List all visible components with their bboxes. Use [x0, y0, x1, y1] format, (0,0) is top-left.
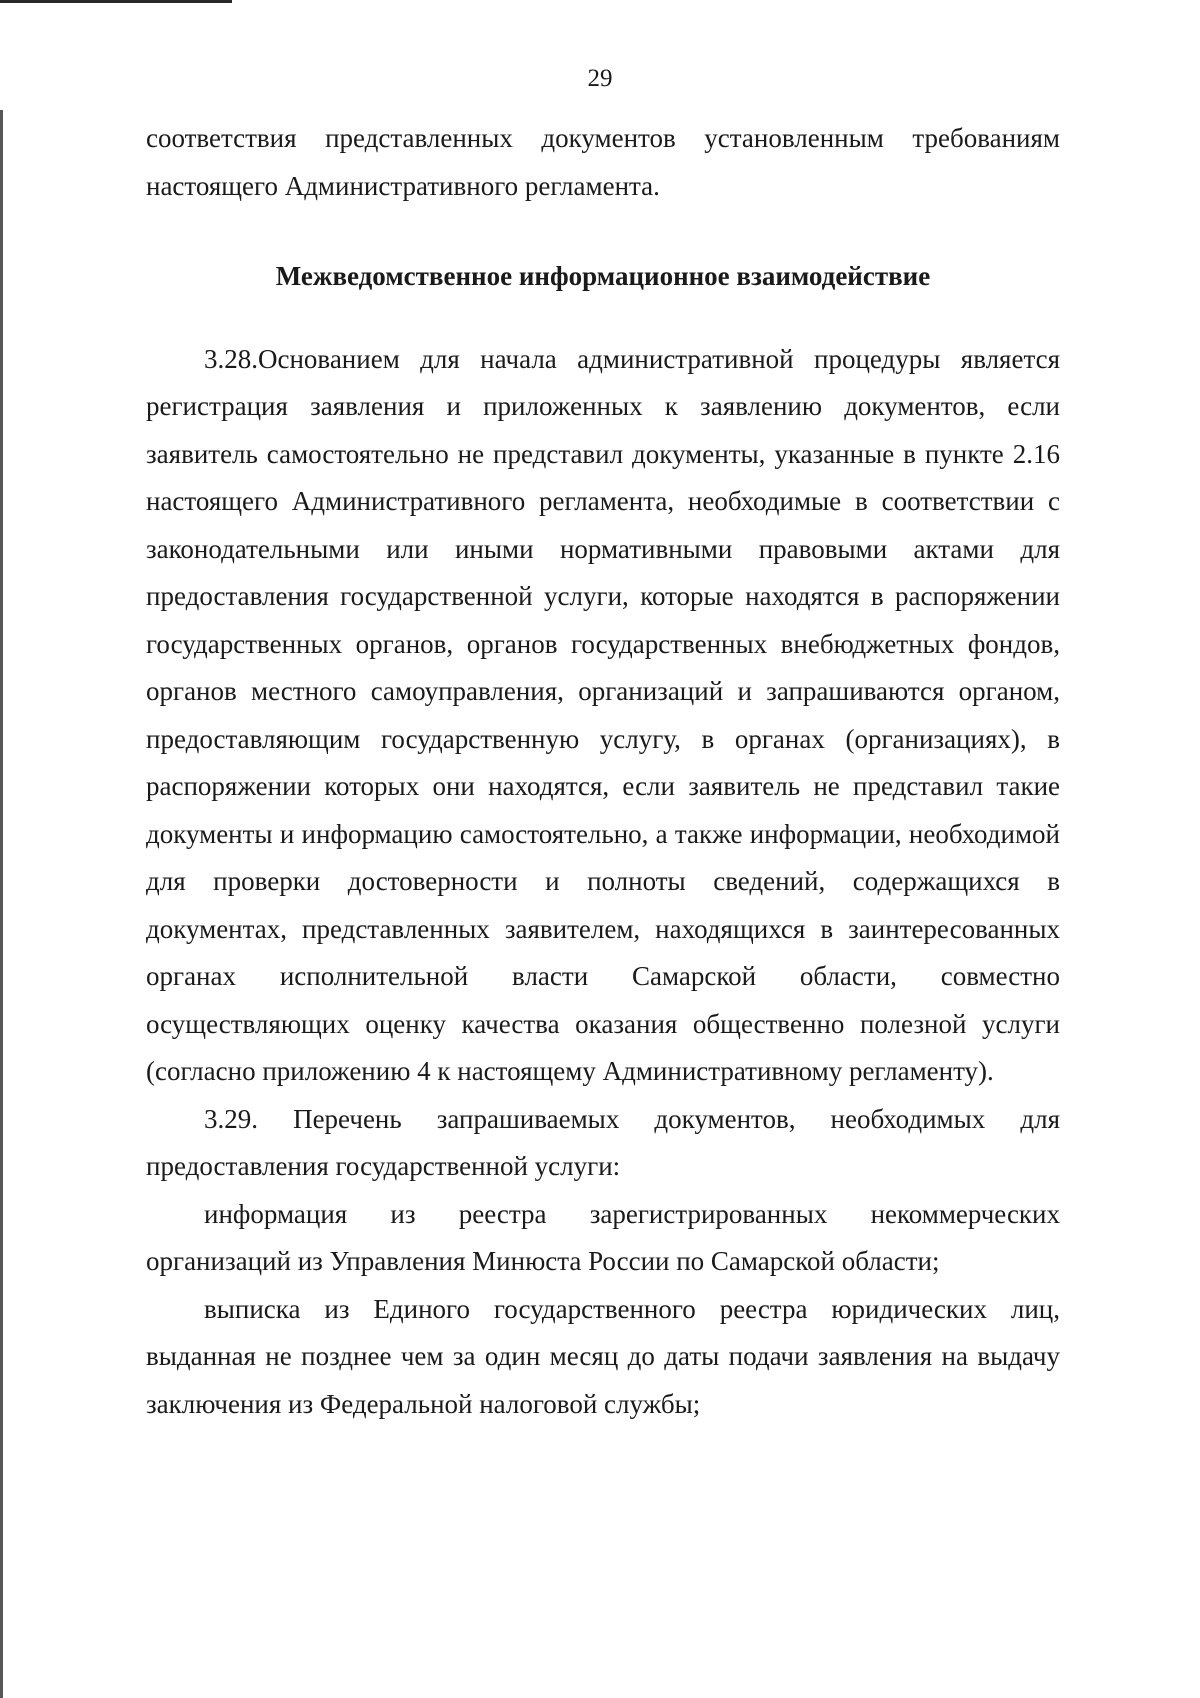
list-item-egrul-extract: выписка из Единого государственного реестра юридических лиц, выданная не позднее чем за один месяц до даты подачи заявления на выдачу заключения из Федеральной налоговой службы; — [146, 1293, 1060, 1419]
paragraph-3-28: 3.28.Основанием для начала административной процедуры является регистрация заявления и приложенных к заявлению документов, если заявитель самостоятельно не представил документы, указанные в пункте 2.16 настоящего Административного регламента, необходимые в соответствии с законодательными или иными нормативными правовыми актами для предоставления государственной услуги, которые находятся в распоряжении государственных органов, органов государственных внебюджетных фондов, органов местного самоуправления, организаций и запрашиваются органом, предоставляющим государственную услугу, в органах (организациях), в распоряжении которых они находятся, если заявитель не представил такие документы и информацию самостоятельно, а также информации, необходимой для проверки достоверности и полноты сведений, содержащихся в документах, представленных заявителем, находящихся в заинтересованных органах исполнительной власти Самарской области, совместно осуществляющих оценку качества оказания общественно полезной услуги (согласно приложению 4 к настоящему Административному регламенту). — [146, 343, 1060, 1086]
top-edge-rule — [0, 0, 232, 3]
list-item-nko-registry: информация из реестра зарегистрированных некоммерческих организаций из Управления Минюста России по Самарской области; — [146, 1198, 1060, 1276]
paragraph-3-29: 3.29. Перечень запрашиваемых документов, необходимых для предоставления государственной услуги: — [146, 1103, 1060, 1181]
section-heading: Межведомственное информационное взаимодействие — [275, 261, 931, 291]
document-body — [146, 115, 1060, 1428]
left-scan-edge — [0, 110, 3, 1698]
page-number: 29 — [587, 65, 613, 92]
paragraph-continuation: соответствия представленных документов установленным требованиям настоящего Административного регламента. — [146, 123, 1060, 201]
